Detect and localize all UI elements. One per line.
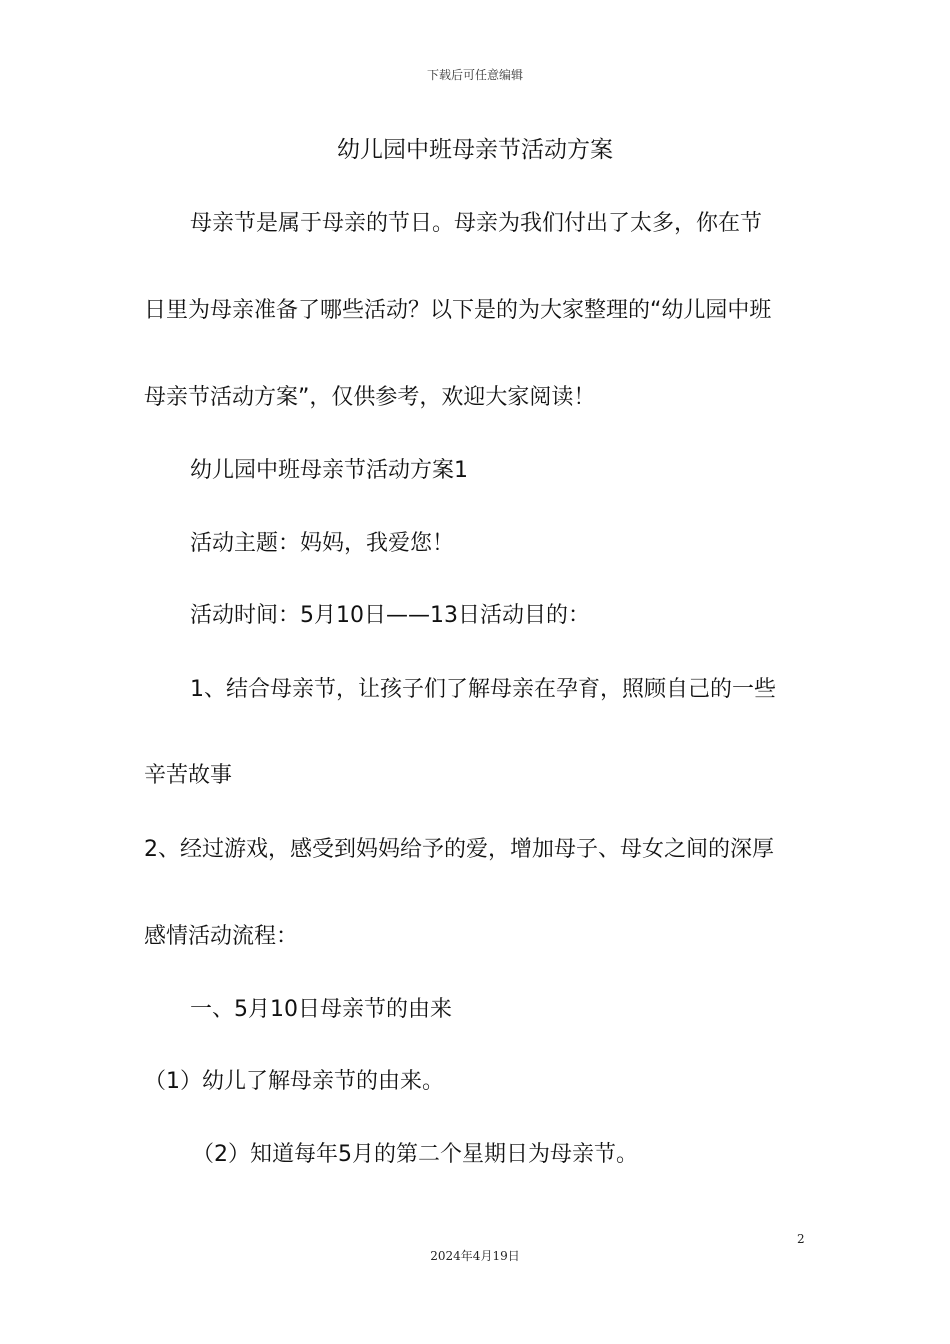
document-title: 幼儿园中班母亲节活动方案 [337,137,613,163]
paragraph-line: 感情活动流程： [144,924,299,949]
paragraph-line: 母亲节是属于母亲的节日。母亲为我们付出了太多，你在节 [190,211,763,236]
list-heading: 一、5月10日母亲节的由来 [190,997,452,1022]
list-item: （2）知道每年5月的第二个星期日为母亲节。 [192,1142,638,1167]
footer-date: 2024年4月19日 [430,1249,520,1263]
list-item: （1）幼儿了解母亲节的由来。 [144,1069,444,1094]
header-note: 下载后可任意编辑 [426,68,523,82]
section-heading: 幼儿园中班母亲节活动方案1 [190,458,468,483]
paragraph-line: 日里为母亲准备了哪些活动？以下是的为大家整理的“幼儿园中班 [144,298,772,323]
paragraph-line: 2、经过游戏，感受到妈妈给予的爱，增加母子、母女之间的深厚 [144,837,774,862]
activity-theme: 活动主题：妈妈，我爱您！ [190,531,455,556]
activity-time: 活动时间：5月10日——13日活动目的： [190,603,590,628]
paragraph-line: 母亲节活动方案”，仅供参考，欢迎大家阅读！ [144,385,596,410]
page-number: 2 [797,1232,805,1246]
paragraph-line: 1、结合母亲节，让孩子们了解母亲在孕育，照顾自己的一些 [190,677,776,702]
paragraph-line: 辛苦故事 [144,763,233,788]
